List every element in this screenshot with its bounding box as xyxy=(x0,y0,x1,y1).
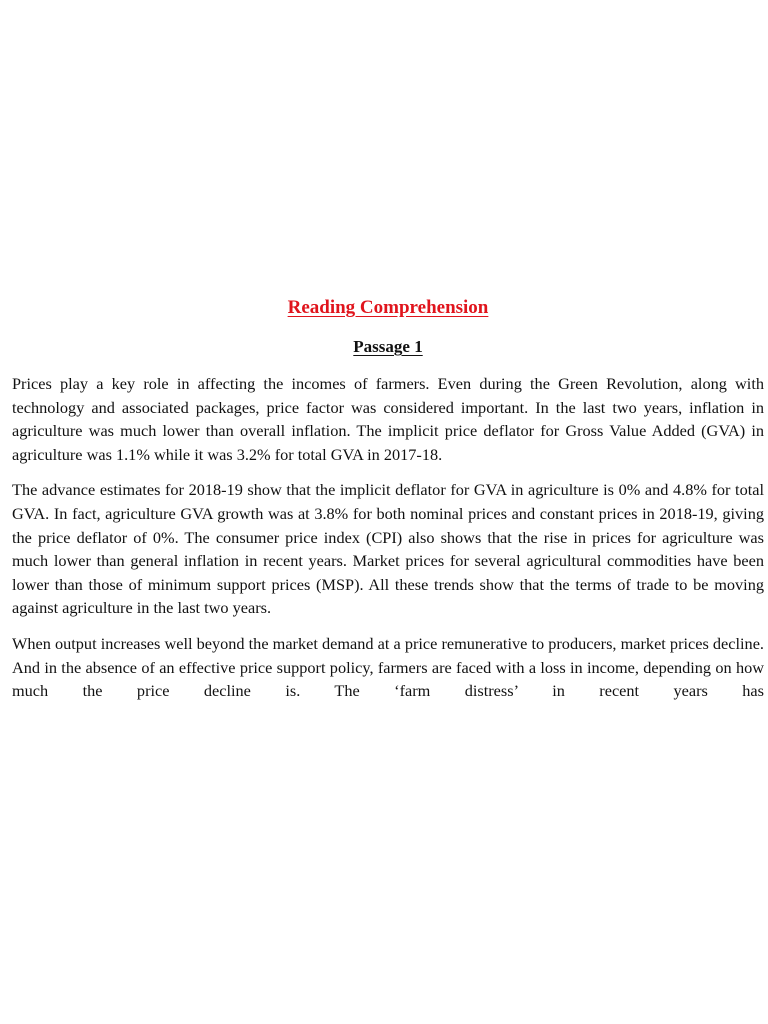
page-title: Reading Comprehension xyxy=(287,297,489,318)
passage-body xyxy=(12,372,764,715)
passage-paragraph-2: The advance estimates for 2018-19 show that the implicit deflator for GVA in agriculture is 0% and 4.8% for total GVA. In fact, agriculture GVA growth was at 3.8% for both nominal prices and constant prices in 2018-19, giving the price deflator of 0%. The consumer price index (CPI) also shows that the rise in prices for agriculture was much lower than general inflation in recent years. Market prices for several agricultural commodities have been lower than those of minimum support prices (MSP). All these trends show that the terms of trade to be moving against agriculture in the last two years. xyxy=(12,480,764,618)
passage-paragraph-3: When output increases well beyond the market demand at a price remunerative to producers, market prices decline. And in the absence of an effective price support policy, farmers are faced with a loss in income, depending on how much the price decline is. The ‘farm distress’ in recent years has xyxy=(12,633,764,701)
passage-heading: Passage 1 xyxy=(353,337,423,356)
passage-paragraph-1: Prices play a key role in affecting the incomes of farmers. Even during the Green Revolution, along with technology and associated packages, price factor was considered important. In the last two years, inflation in agriculture was much lower than overall inflation. The implicit price deflator for Gross Value Added (GVA) in agriculture was 1.1% while it was 3.2% for total GVA in 2017-18. xyxy=(12,374,764,464)
